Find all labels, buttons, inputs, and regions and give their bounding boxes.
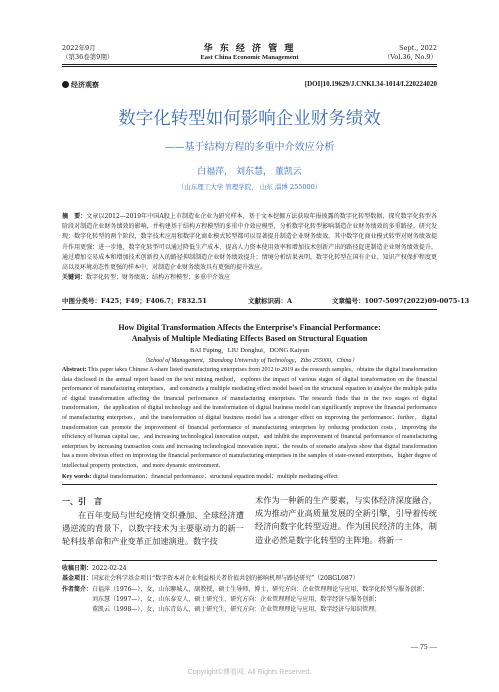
header-issue-cn: （第36卷第9期） (62, 53, 114, 61)
page-number: — 75 — (410, 642, 437, 651)
author-bio: 作者简介： 白福萍（1976—），女，山东聊城人，副教授，硕士生导师，博士，研究方向：企业管理理论与应用，数字化转型与服务创新； 刘东慧（1997—），女，山东泰安人，硕士研究生，研究方向：企业管理理论与应用，数字经济与服务创新； 董凯云（1998—），女，山东青岛人，硕士研究生，研究方向：企业管理理论与应用，数字经济与知识管理。 (62, 585, 437, 616)
abstract-en-label: Abstract: (62, 367, 87, 373)
authors-cn: 白福萍， 刘东慧， 董凯云 (197, 167, 302, 177)
affiliation-en: （School of Management，Shandong University of Technology，Zibo 255000，China） (141, 358, 358, 364)
doi-row (62, 80, 437, 90)
title-en (0, 322, 499, 344)
body-rule (62, 484, 437, 485)
abstract-cn-label: 摘 要： (62, 213, 87, 220)
abstract-rule (62, 309, 437, 310)
subtitle-cn: ——基于结构方程的多重中介效应分析 (164, 142, 335, 153)
abstract-cn-text: 文章以2012—2019年中国A股上市制造业企业为研究样本，基于文本挖掘方法获取年报披露的数字化转型数据，探究数字化转型各阶段对制造企业财务绩效的影响，并构建基于结构方程模型的多重中介效应模型，分析数字化转型影响制造企业财务绩效的多重路径。研究发现：数字化转型的两个阶段，数字技术应用和数字化商业模式转型都可以显著提升制造企业财务绩效，其中数字化商业模式转型对财务绩效提升作用更强；进一步地，数字化转型可以通过降低生产成本、提高人力资本使用效率和增加技术创新产出的路径促进制造企业财务绩效提升，通过增加交易成本和增加技术创新投入的路径抑制制造企业财务绩效提升；情境分析结果表明，数字化转型在国有企业、知识产权保护程度更高以及环境动态性更强的样本中，对制造企业财务绩效具有更强的提升效应。 (62, 213, 437, 272)
bullet-icon (62, 81, 69, 88)
author-bio-2: 刘东慧（1997—），女，山东泰安人，硕士研究生，研究方向：企业管理理论与应用，数字经济与服务创新； (92, 595, 381, 603)
keywords-en-text: digital transformation；financial performance；structural equation model；multiple mediating effect (93, 474, 338, 480)
body-right-text: 术作为一种新的生产要素，与实体经济深度融合，成为推动产业高质量发展的全新引擎，引导着传统经济向数字化转型迈进。作为国民经济的主体，制造业必然是数字化转型的主阵地。将新一 (255, 495, 437, 545)
abstract-en-text: This paper takes Chinese A-share listed manufacturing enterprises from 2012 to 2019 as the research samples，obtains the digital transformation data disclosed in the annual report based on the text mining method，explores the impact of various stages of digital transformation on the financial performance of manufacturing enterprises，and constructs a multiple mediating effect model based on the structural equation to analyze the multiple paths of digital transformation affecting the financial performance of manufacturing enterprises. The research finds that in the two stages of digital transformation，the application of digital technology and the transformation of digital business model can significantly improve the financial performance of manufacturing enterprises，and the transformation of digital business model has a stronger effect on improving the performance；further，digital transformation can promote the improvement of financial performance of manufacturing enterprises by reducing production costs，improving the efficiency of human capital use，and increasing technological innovation output，and inhibit the improvement of financial performance of manufacturing enterprises by increasing transaction costs and increasing technological innovation input；the results of scenario analysis show that digital transformation has a more obvious effect on improving the financial performance of manufacturing enterprises in the samples of state-owned enterprises，higher degree of intellectual property protection，and more dynamic environment. (62, 367, 437, 469)
doi: [DOI]10.19629/J.CNKI.34-1014/f.220224020 (304, 80, 437, 88)
header-rule-thin (62, 66, 437, 67)
body-column-left (62, 509, 244, 549)
section-heading: 一、引 言 (62, 496, 102, 506)
article-number: 文章编号：1007-5097(2022)09-0075-13 (332, 297, 470, 305)
authors-en: BAI Fuping，LIU Donghui，DONG Kaiyun (190, 347, 309, 354)
header-date-en: Sept., 2022 (399, 44, 437, 52)
journal-name-cn: 华 东 经 济 管 理 (203, 44, 296, 54)
received-date: 收稿日期：2022-02-24 (62, 565, 127, 572)
abstract-en (62, 366, 437, 472)
author-bio-3: 董凯云（1998—），女，山东青岛人，硕士研究生，研究方向：企业管理理论与应用，数字经济与知识管理。 (92, 606, 381, 614)
journal-name-en: East China Economic Management (200, 54, 299, 61)
affiliation-cn: （山东理工大学 管理学院， 山东 淄博 255000） (177, 183, 322, 191)
keywords-en (62, 471, 437, 480)
body-left-text: 在百年变局与世纪疫情交织叠加、全球经济遭遇逆流的背景下，以数字技术为主要驱动力的新一轮科技革命和产业变革正加速演进。数字技 (62, 510, 244, 547)
keywords-cn-label: 关键词： (62, 274, 87, 282)
abstract-cn (62, 212, 437, 283)
fund-project: 基金项目：国家社会科学基金项目“数字资本对企业利益相关者价值共创的影响机理与路径研究”（20BGL087） (62, 575, 359, 583)
keywords-cn: 数字化转型；财务绩效；结构方程模型；多重中介效应 (86, 274, 231, 282)
title-en-line1: How Digital Transformation Affects the Enterprise’s Financial Performance: (118, 323, 381, 332)
body-column-right (255, 494, 437, 547)
header-issue-en: （Vol.36, No.9） (383, 53, 437, 61)
footnote-rule (62, 560, 437, 561)
document-code: 文献标识码：A (248, 297, 293, 305)
title-en-line2: Analysis of Multiple Mediating Effects Based on Structural Equation (131, 334, 368, 343)
footnotes (62, 564, 437, 615)
copyright-watermark: Copyright©博看网. All Rights Reserved. (187, 669, 312, 676)
header-date-cn: 2022年9月 (62, 44, 96, 52)
title-cn: 数字化转型如何影响企业财务绩效 (118, 109, 381, 129)
header-rule (62, 64, 437, 65)
keywords-en-label: Key words: (62, 474, 92, 480)
section-label: 经济观察 (71, 80, 99, 89)
header-right (384, 44, 437, 62)
author-bio-1: 白福萍（1976—），女，山东聊城人，副教授，硕士生导师，博士，研究方向：企业管理理论与应用，数字化转型与服务创新； (92, 585, 429, 593)
clc-number: 中图分类号：F425；F49；F406.7；F832.51 (62, 297, 207, 305)
